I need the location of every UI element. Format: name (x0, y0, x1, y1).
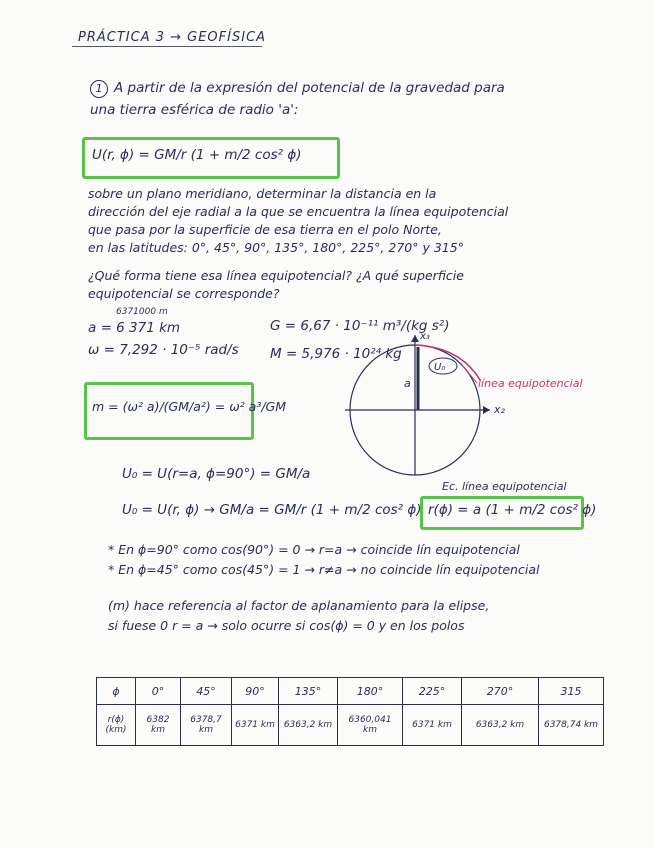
equipotential-eq-label: Ec. línea equipotencial (442, 480, 567, 493)
question-line-1: ¿Qué forma tiene esa línea equipotencial? ¿A qué superficie (88, 268, 464, 283)
page-title: PRÁCTICA 3 → GEOFÍSICA (78, 30, 267, 45)
problem-number: 1 (90, 80, 108, 98)
table-header-cell: 270° (462, 678, 539, 705)
x2-axis-label: x₂ (494, 403, 505, 416)
radius-label: a (404, 377, 411, 390)
intro-line-2: una tierra esférica de radio 'a': (90, 102, 299, 118)
u0-equality: U₀ = U(r, ϕ) → GM/a = GM/r (1 + m/2 cos² ϕ) (122, 502, 422, 518)
table-header-cell: 225° (403, 678, 462, 705)
table-header-cell: 135° (279, 678, 338, 705)
u0-label: U₀ (434, 362, 446, 373)
x2-arrow-icon (483, 406, 490, 414)
statement-line-3: que pasa por la superficie de esa tierra en el polo Norte, (88, 222, 442, 237)
x3-axis-label: x₃ (420, 331, 430, 342)
note-2: * En ϕ=45° como cos(45°) = 1 → r≠a → no coincide lín equipotencial (108, 562, 540, 577)
table-cell: 6382 km (136, 705, 181, 746)
table-cell: 6378,74 km (539, 705, 604, 746)
statement-line-4: en las latitudes: 0°, 45°, 90°, 135°, 180°, 225°, 270° y 315° (88, 240, 464, 255)
note-3-line-2: si fuese 0 r = a → solo ocurre si cos(ϕ) = 0 y en los polos (108, 618, 465, 633)
potential-formula: U(r, ϕ) = GM/r (1 + m/2 cos² ϕ) (92, 147, 302, 163)
result-formula: r(ϕ) = a (1 + m/2 cos² ϕ) (428, 502, 597, 518)
equipotential-label: línea equipotencial (478, 377, 583, 390)
table-header-cell: ϕ (97, 678, 136, 705)
omega-value: ω = 7,292 · 10⁻⁵ rad/s (88, 342, 239, 358)
table-header-cell: 90° (232, 678, 279, 705)
equipotential-pointer (462, 365, 477, 383)
flattening-formula: m = (ω² a)/(GM/a²) = ω² a³/GM (92, 399, 287, 414)
note-3-line-1: (m) hace referencia al factor de aplanamiento para la elipse, (108, 598, 490, 613)
table-cell: 6371 km (403, 705, 462, 746)
title-underline (72, 46, 262, 47)
mass-value: M = 5,976 · 10²⁴ kg (270, 346, 402, 362)
u0-equation: U₀ = U(r=a, ϕ=90°) = GM/a (122, 466, 311, 482)
table-header-cell: 180° (338, 678, 403, 705)
table-cell: 6363,2 km (279, 705, 338, 746)
note-1: * En ϕ=90° como cos(90°) = 0 → r=a → coincide lín equipotencial (108, 542, 520, 557)
intro-line-1: A partir de la expresión del potencial de la gravedad para (114, 80, 505, 96)
results-table (96, 677, 604, 746)
table-row (97, 678, 604, 705)
g-value: G = 6,67 · 10⁻¹¹ m³/(kg s²) (270, 318, 450, 334)
a-meters-note: 6371000 m (116, 307, 168, 317)
statement-line-1: sobre un plano meridiano, determinar la distancia en la (88, 186, 437, 201)
table-cell: 6378,7 km (181, 705, 232, 746)
statement-line-2: dirección del eje radial a la que se encuentra la línea equipotencial (88, 204, 509, 219)
table-row-label: r(ϕ) (km) (97, 705, 136, 746)
table-cell: 6371 km (232, 705, 279, 746)
a-value: a = 6 371 km (88, 320, 181, 336)
table-cell: 6363,2 km (462, 705, 539, 746)
earth-diagram (340, 325, 600, 485)
table-header-cell: 45° (181, 678, 232, 705)
table-cell: 6360,041 km (338, 705, 403, 746)
x3-arrow-icon (411, 335, 419, 342)
question-line-2: equipotencial se corresponde? (88, 286, 280, 301)
table-header-cell: 0° (136, 678, 181, 705)
table-header-cell: 315 (539, 678, 604, 705)
table-row (97, 705, 604, 746)
